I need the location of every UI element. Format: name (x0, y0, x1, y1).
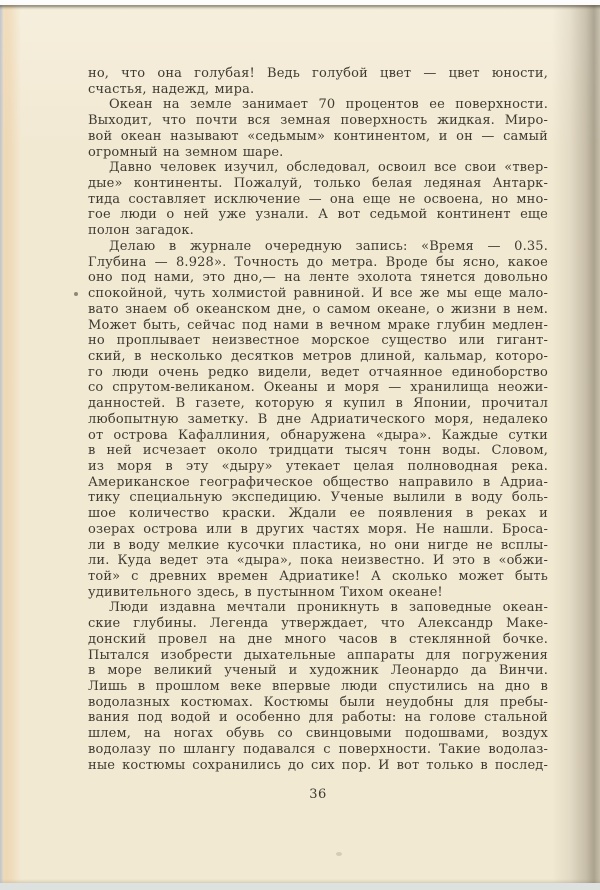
text-line: Лишь в прошлом веке впервые люди спустились на дно в (88, 679, 548, 695)
text-line: спокойной, чуть холмистой равниной. И все же мы еще мало- (88, 286, 548, 302)
text-line: ские глубины. Легенда утверждает, что Александр Маке- (88, 616, 548, 632)
text-line: Пытался изобрести дыхательные аппараты для погружения (88, 647, 548, 663)
text-line: полон загадок. (88, 223, 194, 239)
book-page (0, 5, 600, 883)
text-line: тику специальную экспедицию. Ученые вылили в воду боль- (88, 490, 548, 506)
text-line: удивительного здесь, в пустынном Тихом океане! (88, 584, 443, 600)
text-line: оно под нами, это дно,— на ленте эхолота тянется довольно (88, 270, 548, 286)
text-line: вато знаем об океанском дне, о самом океане, о жизни в нем. (88, 301, 548, 317)
text-line: огромный на земном шаре. (88, 144, 284, 160)
text-line: водолазных костюмах. Костюмы были неудобны для пребы- (88, 694, 548, 710)
text-line: Выходит, что почти вся земная поверхность жидкая. Миро- (88, 113, 548, 129)
text-line: Люди издавна мечтали проникнуть в заповедные океан- (109, 600, 548, 616)
page-number: 36 (309, 787, 327, 802)
text-line: го люди очень редко видели, ведет отчаянное единоборство (88, 364, 548, 380)
text-line: Давно человек изучил, обследовал, освоил все свои «твер- (109, 160, 548, 176)
text-line: Глубина — 8.928». Точность до метра. Вроде бы ясно, какое (88, 254, 548, 270)
text-line: в ней исчезает около тридцати тысяч тонн воды. Словом, (88, 443, 548, 459)
text-line: любопытную заметку. В дне Адриатического моря, недалеко (88, 411, 548, 427)
text-line: шлем, на ногах обувь со свинцовыми подошвами, воздух (88, 726, 548, 742)
text-line: гое люди о ней уже узнали. А вот седьмой континент еще (88, 207, 548, 223)
text-line: озерах острова или в других частях моря. Не нашли. Броса- (88, 521, 548, 537)
print-speck (74, 292, 78, 296)
text-line: Может быть, сейчас под нами в вечном мраке глубин медлен- (88, 317, 548, 333)
text-line: донский провел на дне много часов в стеклянной бочке. (88, 631, 548, 647)
text-line: из моря в эту «дыру» утекает целая полноводная река. (88, 458, 548, 474)
text-line: шое количество краски. Ждали ее появления в реках и (88, 506, 548, 522)
text-line: той» с древних времен Адриатике! А сколько может быть (88, 569, 548, 584)
text-line: данностей. В газете, которую я купил в Японии, прочитал (88, 396, 548, 412)
text-line: от острова Кафаллиния, обнаружена «дыра». Каждые сутки (88, 427, 548, 443)
text-line: дые» континенты. Пожалуй, только белая ледяная Антарк- (88, 176, 548, 192)
text-line: ли. Куда ведет эта «дыра», пока неизвестно. И это в «обжи- (88, 553, 548, 569)
text-line: ли в воду мелкие кусочки пластика, но они нигде не всплы- (88, 537, 548, 553)
text-line: Делаю в журнале очередную запись: «Время — 0.35. (109, 238, 548, 254)
text-line: в море великий ученый и художник Леонардо да Винчи. (88, 663, 548, 679)
text-line: счастья, надежд, мира. (88, 81, 255, 97)
text-block (88, 66, 548, 773)
text-line: вой океан называют «седьмым» континентом, и он — самый (88, 128, 548, 144)
text-line: водолазу по шлангу подавался с поверхности. Такие водолаз- (88, 741, 548, 757)
print-speck (336, 852, 342, 856)
text-line: вания под водой и особенно для работы: на голове стальной (88, 710, 548, 726)
text-line: Американское географическое общество направило в Адриа- (88, 474, 548, 490)
text-line: Океан на земле занимает 70 процентов ее поверхности. (109, 97, 548, 113)
text-line: но, что она голубая! Ведь голубой цвет — цвет юности, (88, 66, 548, 81)
text-line: ский, в несколько десятков метров длиной, кальмар, которо- (88, 348, 548, 364)
text-line: со спрутом-великаном. Океаны и моря — хранилища неожи- (88, 380, 548, 396)
text-line: ные костюмы сохранились до сих пор. И вот только в послед- (88, 757, 548, 773)
text-line: но проплывает неизвестное морское существо или гигант- (88, 333, 548, 349)
text-line: тида составляет исключение — она еще не освоена, но мно- (88, 191, 548, 207)
